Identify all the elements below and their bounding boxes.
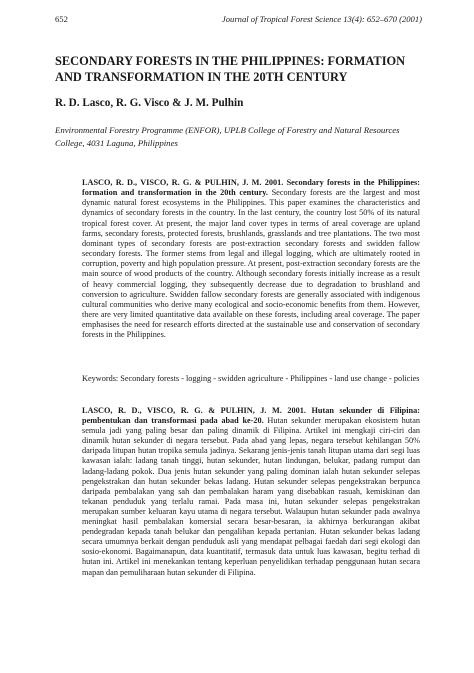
abstract bbox=[82, 178, 420, 341]
malay-abstract-citation: LASCO, R. D., VISCO, R. G. & PULHIN, J. M. 2001. Hutan sekunder di Filipina: pembentukan dan transformasi pada abad ke-20. bbox=[82, 406, 420, 426]
abstract-body: Secondary forests are the largest and most dynamic natural forest ecosystems in the Philippines. This paper examines the characteristics and dynamics of secondary forests in the country. In the last century, the country lost 50% of its natural tropical forest cover. At present, the major land cover types in terms of areal coverage are upland farms, secondary forests, protected forests, brushlands, grasslands and tree plantations. The two most dominant types of secondary forests are post-extraction secondary forests and swidden fallow secondary forests. The former stems from legal and illegal logging, which are ultimately rooted in corruption, poverty and high population pressure. At present, post-extraction secondary forests are the main source of wood products of the country. Although secondary forests initially increase as a result of heavy commercial logging, they subsequently decrease due to degradation to brushland and conversion to agriculture. Swidden fallow secondary forests are generally associated with indigenous cultural communities who derive many ecological and socio-economic benefits from them. However, there are very limited quantitative data available on these forests, including areal coverage. The paper emphasises the need for research efforts directed at the sustainable use and conservation of secondary forests in the Philippines. bbox=[82, 188, 420, 340]
abstract-citation: LASCO, R. D., VISCO, R. G. & PULHIN, J. M. 2001. Secondary forests in the Philippines: formation and transformation in the 20th century. bbox=[82, 178, 420, 198]
malay-abstract bbox=[82, 406, 420, 578]
paper-title: SECONDARY FORESTS IN THE PHILIPPINES: FORMATION AND TRANSFORMATION IN THE 20TH CENTURY bbox=[55, 54, 406, 84]
malay-abstract-body: Hutan sekunder merupakan ekosistem hutan semula jadi yang paling besar dan paling dinamik di Filipina. Artikel ini mengkaji ciri-ciri dan dinamik hutan sekunder di negara tersebut. Pada abad yang lepas, negara tersebut kehilangan 50% daripada litupan hutan tropika semula jadinya. Sekarang jenis-jenis tanah litupan utama dari segi luas kawasan ialah: ladang tanah tinggi, hutan sekunder, hutan lindungan, belukar, padang rumput dan ladang-ladang pokok. Dua jenis hutan sekunder yang paling dominan ialah hutan sekunder selepas pengekstrakan dan hutan sekunder bekas ladang. Hutan sekunder selepas pengekstrakan berpunca daripada pembalakan yang sah dan pembalakan haram yang disebabkan rasuah, kemiskinan dan tekanan penduduk yang terlalu ramai. Pada masa ini, hutan sekunder selepas pengekstrakan merupakan sumber keluaran kayu utama di negara tersebut. Walaupun hutan sekunder pada awalnya meningkat hasil pembalakan komersial secara besar-besaran, ia akhirnya berkurangan akibat pendegradan kepada tanah belukar dan pengalihan kepada pertanian. Hutan sekunder bekas ladang secara umumnya berkait dengan penduduk asli yang mendapat pelbagai faedah dari segi ekologi dan sosio-ekonomi. Bagaimanapun, data kuantitatif, termasuk data untuk luas kawasan, begitu terhad di hutan ini. Artikel ini menekankan tentang keperluan penyelidikan terhadap penggunaan hutan secara mapan dan pemuliharaan hutan sekunder di Filipina. bbox=[82, 416, 420, 577]
keywords: Keywords: Secondary forests - logging - swidden agriculture - Philippines - land use change - policies bbox=[82, 374, 420, 383]
author-affiliation: Environmental Forestry Programme (ENFOR), UPLB College of Forestry and Natural Resources College, 4031 Laguna, Philippines bbox=[55, 125, 400, 148]
author-list: R. D. Lasco, R. G. Visco & J. M. Pulhin bbox=[55, 97, 244, 109]
journal-citation: Journal of Tropical Forest Science 13(4): 652–670 (2001) bbox=[221, 14, 422, 24]
page-number: 652 bbox=[55, 14, 68, 24]
running-header bbox=[55, 14, 422, 26]
